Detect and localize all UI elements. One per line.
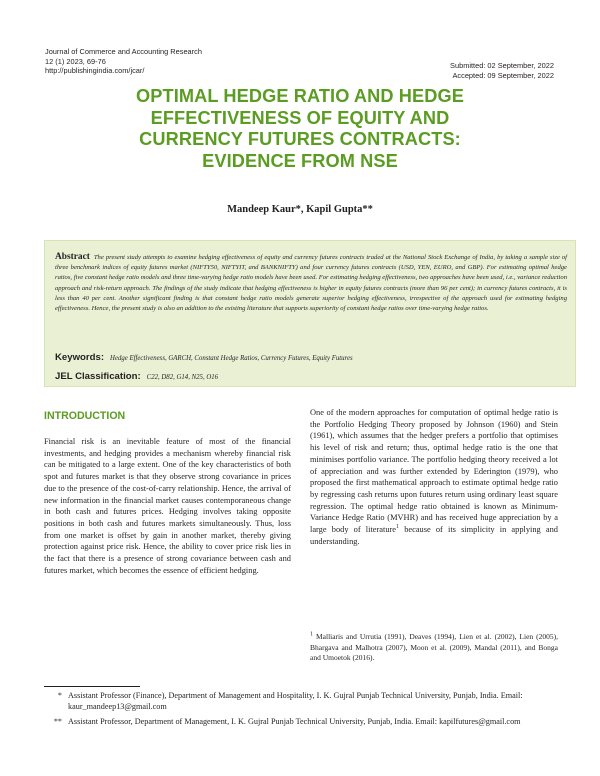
- author-footnote: [44, 716, 564, 727]
- submission-dates: [450, 61, 554, 80]
- title-line: OPTIMAL HEDGE RATIO AND HEDGE: [136, 86, 464, 106]
- authors: Mandeep Kaur*, Kapil Gupta**: [227, 204, 373, 215]
- journal-issue: 12 (1) 2023, 69-76: [45, 56, 106, 66]
- footnote-text: Assistant Professor (Finance), Department of Management and Hospitality, I. K. Gujral Punjab Technical University, Punjab, India. Email: kaur_mandeep13@gmail.com: [68, 691, 523, 712]
- abstract-label: Abstract: [55, 252, 90, 262]
- right-column-text: [310, 407, 558, 547]
- jel-text: C22, D82, G14, N25, O16: [146, 374, 219, 381]
- footnote-text: Malliaris and Urrutia (1991), Deaves (1994), Lien et al. (2002), Lien (2005), Bhargava and Malhotra (2007), Moon et al. (2009), Mandal (2011), and Bonga and Umoetok (2016).: [310, 632, 559, 663]
- footnote-divider: [44, 686, 140, 687]
- jel-classification: [55, 371, 218, 382]
- keywords: [55, 352, 353, 363]
- journal-name: Journal of Commerce and Accounting Research: [45, 47, 202, 56]
- jel-label: JEL Classification:: [55, 371, 141, 382]
- journal-url[interactable]: http://publishingindia.com/jcar/: [45, 66, 145, 76]
- footnote-text: Assistant Professor, Department of Management, I. K. Gujral Punjab Technical University, Punjab, India. Email: kapilfutures@gmail.com: [68, 717, 521, 726]
- section-heading: INTRODUCTION: [44, 410, 126, 422]
- accepted-date: Accepted: 09 September, 2022: [452, 70, 554, 80]
- left-column-text: Financial risk is an inevitable feature of most of the financial investments, and hedging provides a mechanism whereby financial risk can be mitigated to a large extent. One of the key characteristics of both spot and futures market is that they observe strong covariance in prices due to the presence of the cost-of-carry relationship. Hence, the arrival of new information in the financial market causes contemporaneous change in both cash and futures prices. Hedging involves taking opposite positions in both cash and futures markets simultaneously. Thus, loss from one market is offset by gain in another market, thereby giving protection against price risk. Hence, the ability to cover price risk lies in the fact that there is a presence of strong covariance between cash and futures market, which becomes the essence of efficient hedging.: [44, 437, 291, 575]
- keywords-label: Keywords:: [55, 352, 105, 363]
- right-text-part: One of the modern approaches for computation of optimal hedge ratio is the Portfolio Hedging Theory proposed by Johnson (1960) and Stein (1961), which assumes that the hedger prefers a portfolio that optimises his level of risk and return; thus, optimal hedge ratio is the one that minimises portfolio variance. The portfolio hedging theory received a lot of appreciation and was further extended by Ederington (1979), who proposed the first mathematical approach to estimate optimal hedge ratio by regressing cash returns upon futures return using ordinary least square regression. The optimal hedge ratio obtained is known as Minimum-Variance Hedge Ratio (MVHR) and has received huge appreciation by a large body of literature: [310, 408, 558, 535]
- paper-title: [40, 86, 560, 172]
- right-text-part: because of its simplicity in applying and understanding.: [310, 525, 558, 546]
- column-footnote: [310, 632, 558, 664]
- footnote-mark: 1: [310, 631, 313, 638]
- footnote-reference[interactable]: 1: [396, 524, 400, 531]
- title-line: EFFECTIVENESS OF EQUITY AND: [150, 107, 450, 128]
- footnote-mark: *: [57, 691, 62, 700]
- abstract: [55, 252, 567, 314]
- footnote-mark: **: [53, 717, 62, 726]
- title-line: EVIDENCE FROM NSE: [202, 150, 398, 171]
- title-line: CURRENCY FUTURES CONTRACTS:: [139, 129, 461, 150]
- keywords-text: Hedge Effectiveness, GARCH, Constant Hedge Ratios, Currency Futures, Equity Futures: [110, 355, 353, 362]
- abstract-text: The present study attempts to examine hedging effectiveness of equity and currency futures contracts traded at the National Stock Exchange of India, by taking a sample size of three benchmark indices of equity futures market (NIFTY50, NIFTYIT, and BANKNIFTY) and four currency futures contracts (USD, YEN, EURO, and GBP). For estimating optimal hedge ratios, five constant hedge ratio models and three time-varying hedge ratio models have been used. For estimating hedging effectiveness, two approaches have been used, i.e., variance reduction approach and risk-return approach. The findings of the study indicate that hedging effectiveness is higher in equity futures contracts (more than 96 per cent); in currency futures contracts, it is less than 40 per cent. Another significant finding is that constant hedge ratio models generate superior hedging effectiveness, irrespective of the approach used for estimating hedging effectiveness. Hence, the present study is also an addition to the existing literature that supports superiority of constant hedge ratios over time-varying hedge ratios.: [55, 254, 567, 313]
- author-footnote: [44, 690, 564, 713]
- journal-masthead: [45, 47, 202, 76]
- submitted-date: Submitted: 02 September, 2022: [450, 61, 554, 70]
